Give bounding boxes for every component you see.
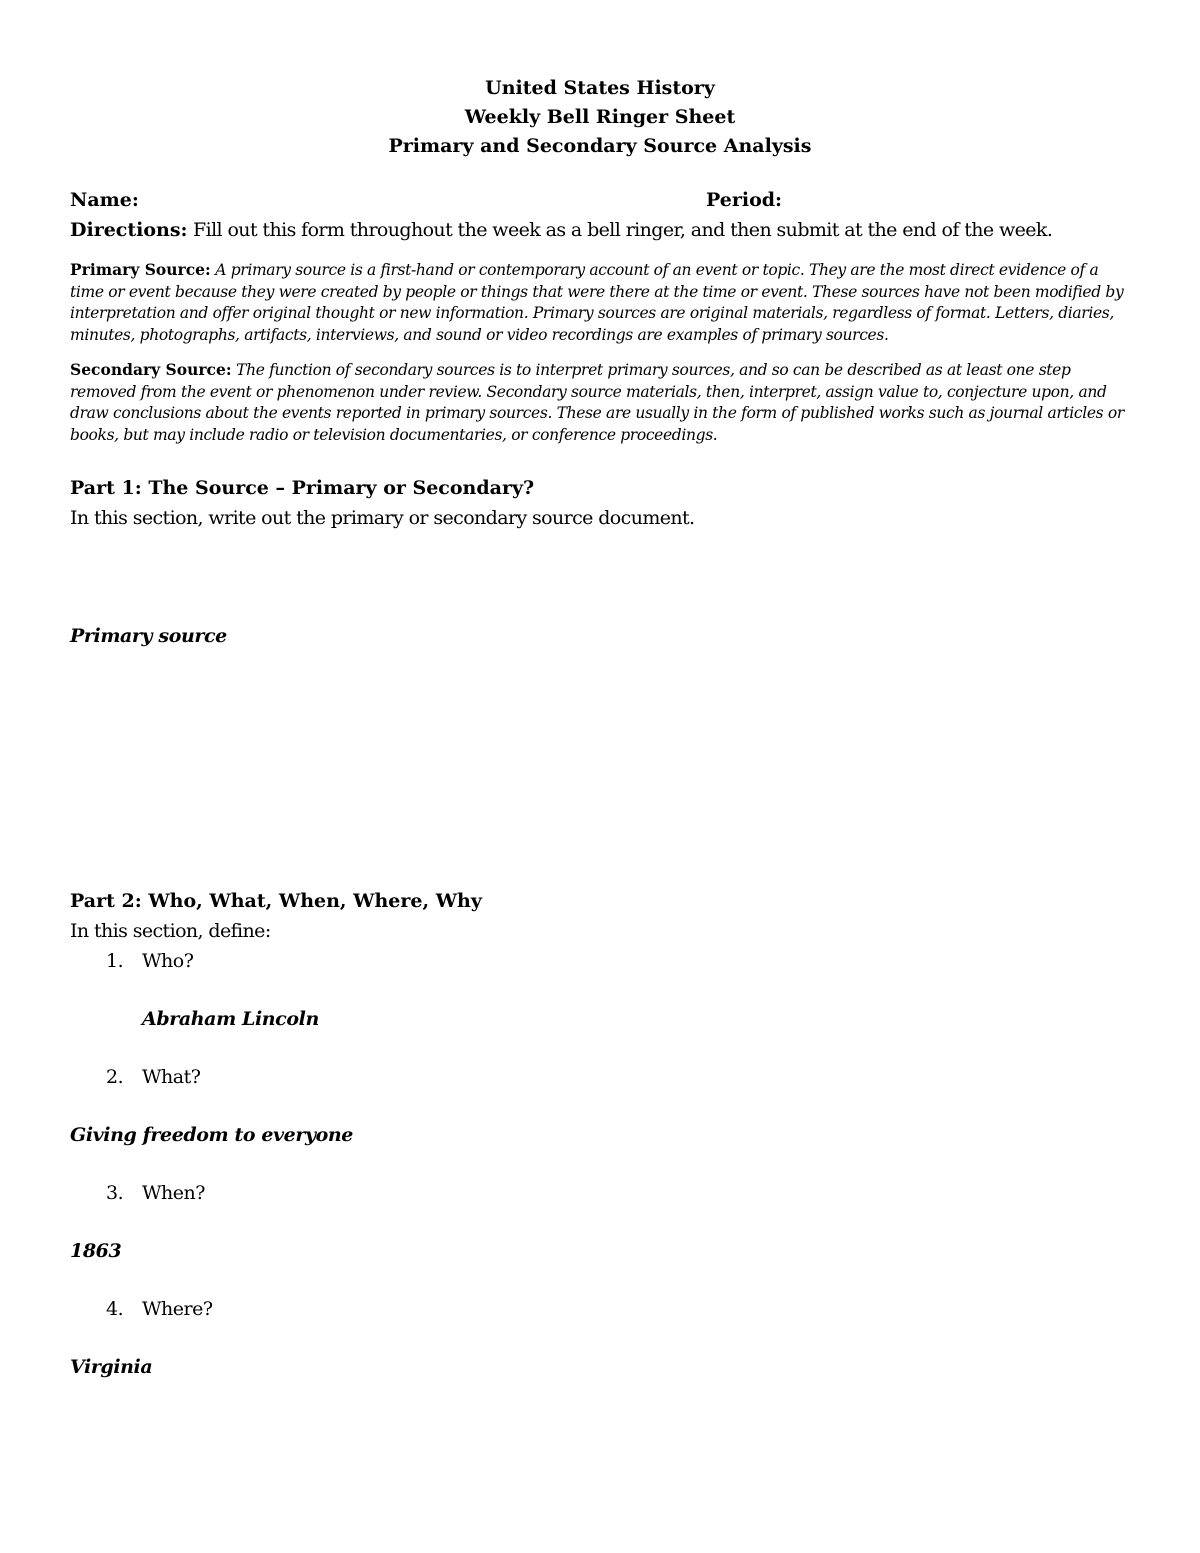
question-number: 2. [106, 1066, 124, 1088]
question-what [70, 1062, 1130, 1092]
secondary-source-text: The function of secondary sources is to interpret primary sources, and so can be described as at least one step removed from the event or phenomenon under review. Secondary source materials, then, interpret, assign value to, conjecture upon, and draw conclusions about the events reported in primary sources. These are usually in the form of published works such as journal articles or books, but may include radio or television documentaries, or conference proceedings. [70, 361, 1124, 444]
part2-section [70, 886, 1130, 1382]
answer-what: Giving freedom to everyone [70, 1124, 353, 1146]
question-number: 3. [106, 1182, 124, 1204]
sheet-subtitle: Primary and Secondary Source Analysis [388, 135, 812, 157]
worksheet-header [70, 74, 1130, 161]
question-text: What? [142, 1066, 201, 1088]
question-when [70, 1178, 1130, 1208]
name-label: Name: [70, 189, 139, 211]
answer-who: Abraham Lincoln [142, 1008, 319, 1030]
name-period-row [70, 185, 1130, 215]
part1-section [70, 473, 1130, 651]
secondary-source-definition [70, 359, 1130, 446]
part2-title: Part 2: Who, What, When, Where, Why [70, 890, 482, 912]
part1-description: In this section, write out the primary or secondary source document. [70, 507, 695, 529]
directions-label: Directions: [70, 219, 188, 241]
course-title: United States History [485, 77, 715, 99]
period-label: Period: [706, 189, 783, 211]
primary-source-label: Primary Source: [70, 260, 211, 279]
directions-text: Fill out this form throughout the week as a bell ringer, and then submit at the end of the week. [193, 219, 1053, 241]
part1-answer: Primary source [70, 625, 227, 647]
primary-source-text: A primary source is a first-hand or contemporary account of an event or topic. They are the most direct evidence of a time or event because they were created by people or things that were there at the time or event. These sources have not been modified by interpretation and offer original thought or new information. Primary sources are original materials, regardless of format. Letters, diaries, minutes, photographs, artifacts, interviews, and sound or video recordings are examples of primary sources. [70, 261, 1124, 344]
part2-description: In this section, define: [70, 920, 271, 942]
question-text: When? [142, 1182, 205, 1204]
answer-when: 1863 [70, 1240, 122, 1262]
secondary-source-label: Secondary Source: [70, 360, 232, 379]
directions [70, 215, 1130, 245]
question-where [70, 1294, 1130, 1324]
primary-source-definition [70, 259, 1130, 346]
question-text: Where? [142, 1298, 213, 1320]
answer-where: Virginia [70, 1356, 153, 1378]
sheet-title: Weekly Bell Ringer Sheet [464, 106, 736, 128]
part1-title: Part 1: The Source – Primary or Secondary? [70, 477, 535, 499]
question-text: Who? [142, 950, 194, 972]
worksheet-page [70, 74, 1130, 1382]
question-who [70, 946, 1130, 976]
question-number: 1. [106, 950, 124, 972]
question-number: 4. [106, 1298, 124, 1320]
